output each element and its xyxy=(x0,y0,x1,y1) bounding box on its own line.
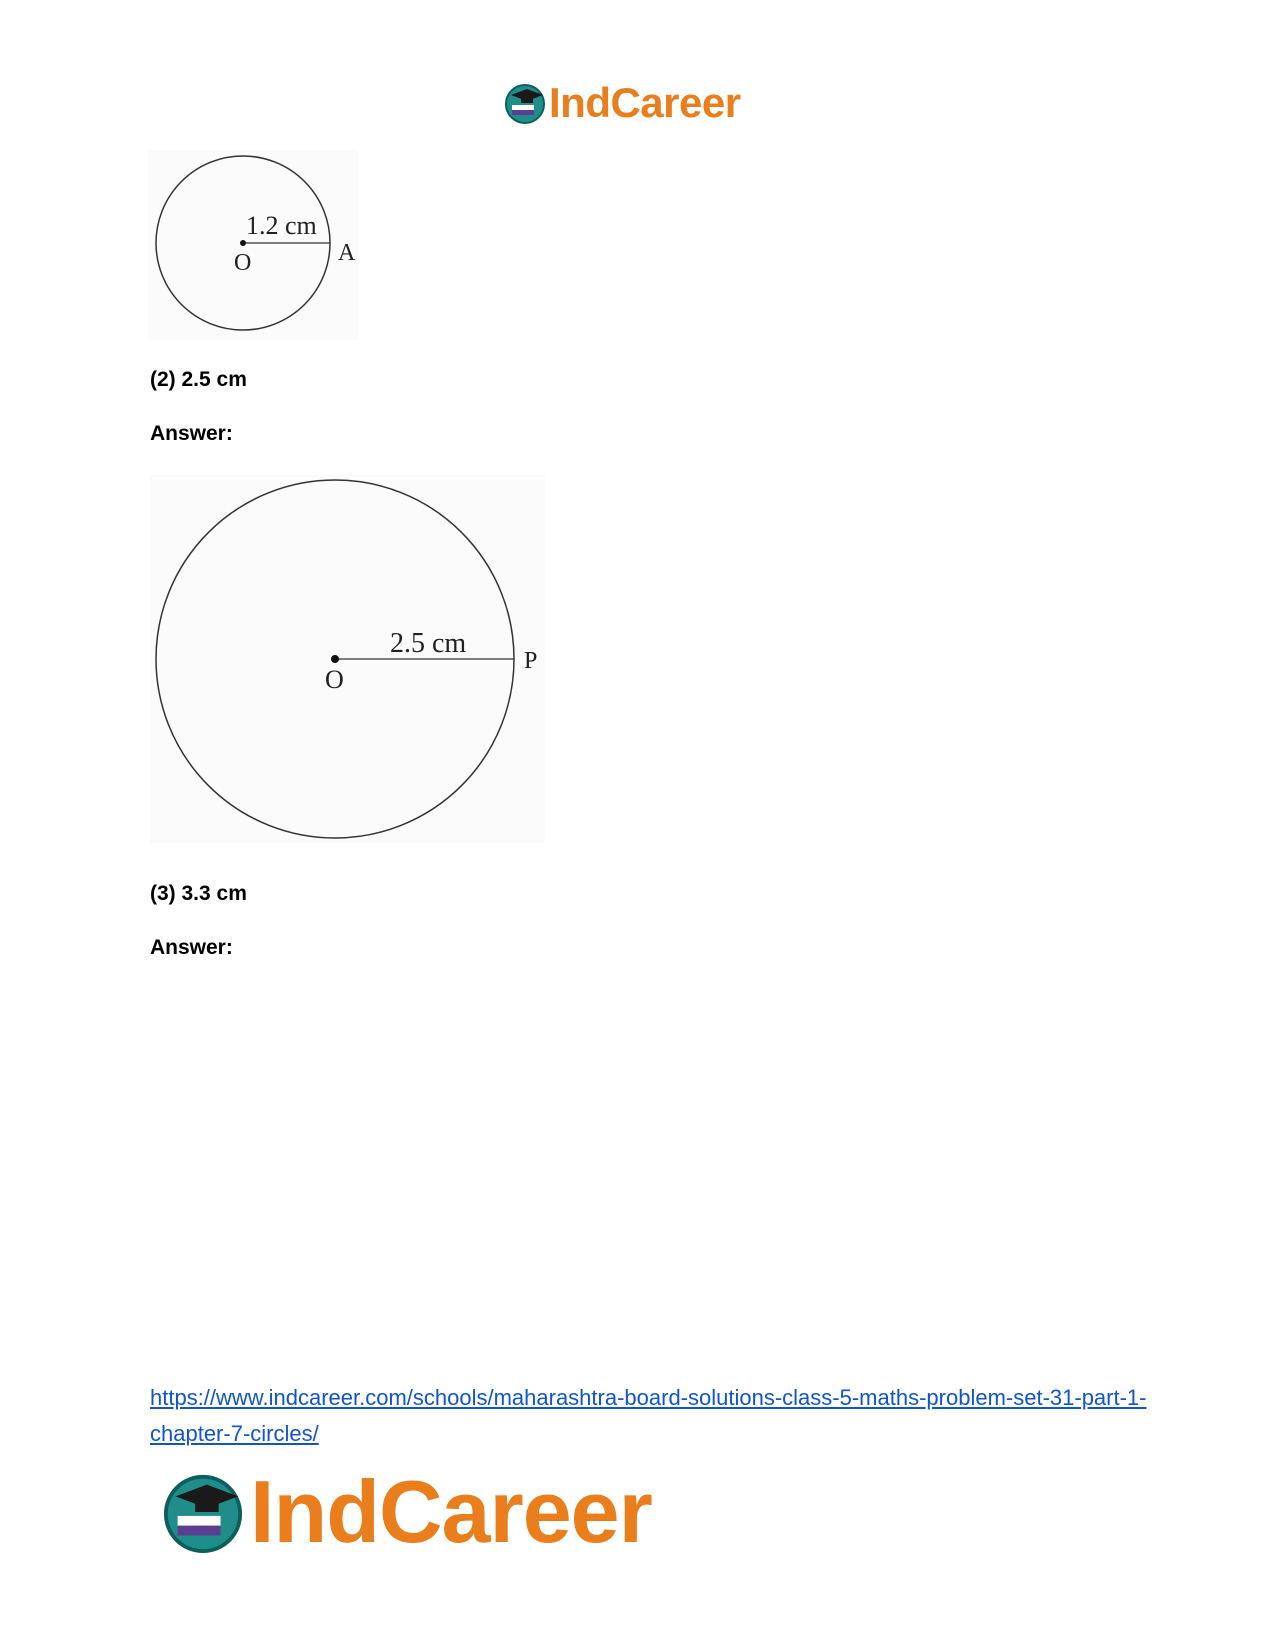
radius-label: 2.5 cm xyxy=(390,628,467,659)
radius-label: 1.2 cm xyxy=(246,211,317,240)
center-point xyxy=(240,240,246,246)
header-logo xyxy=(503,80,741,126)
center-point xyxy=(331,655,339,663)
center-label: O xyxy=(325,665,344,694)
graduation-cap-globe-icon xyxy=(503,81,547,125)
point-label: P xyxy=(524,648,538,674)
circle-figure-2 xyxy=(150,475,545,843)
answer-3-label: Answer: xyxy=(150,936,233,959)
source-link[interactable]: https://www.indcareer.com/schools/maharashtra-board-solutions-class-5-maths-problem-set-31-part-1-chapter-7-circles/ xyxy=(150,1385,1147,1446)
question-2-label: (2) 2.5 cm xyxy=(150,368,247,391)
graduation-cap-globe-icon xyxy=(160,1469,246,1555)
point-label: A xyxy=(338,240,356,266)
footer-logo xyxy=(160,1462,652,1561)
logo-wordmark: IndCareer xyxy=(549,79,741,126)
center-label: O xyxy=(234,250,252,276)
logo-wordmark: IndCareer xyxy=(250,1462,652,1561)
question-3-label: (3) 3.3 cm xyxy=(150,882,247,905)
answer-2-label: Answer: xyxy=(150,422,233,445)
circle-figure-1 xyxy=(148,150,358,340)
